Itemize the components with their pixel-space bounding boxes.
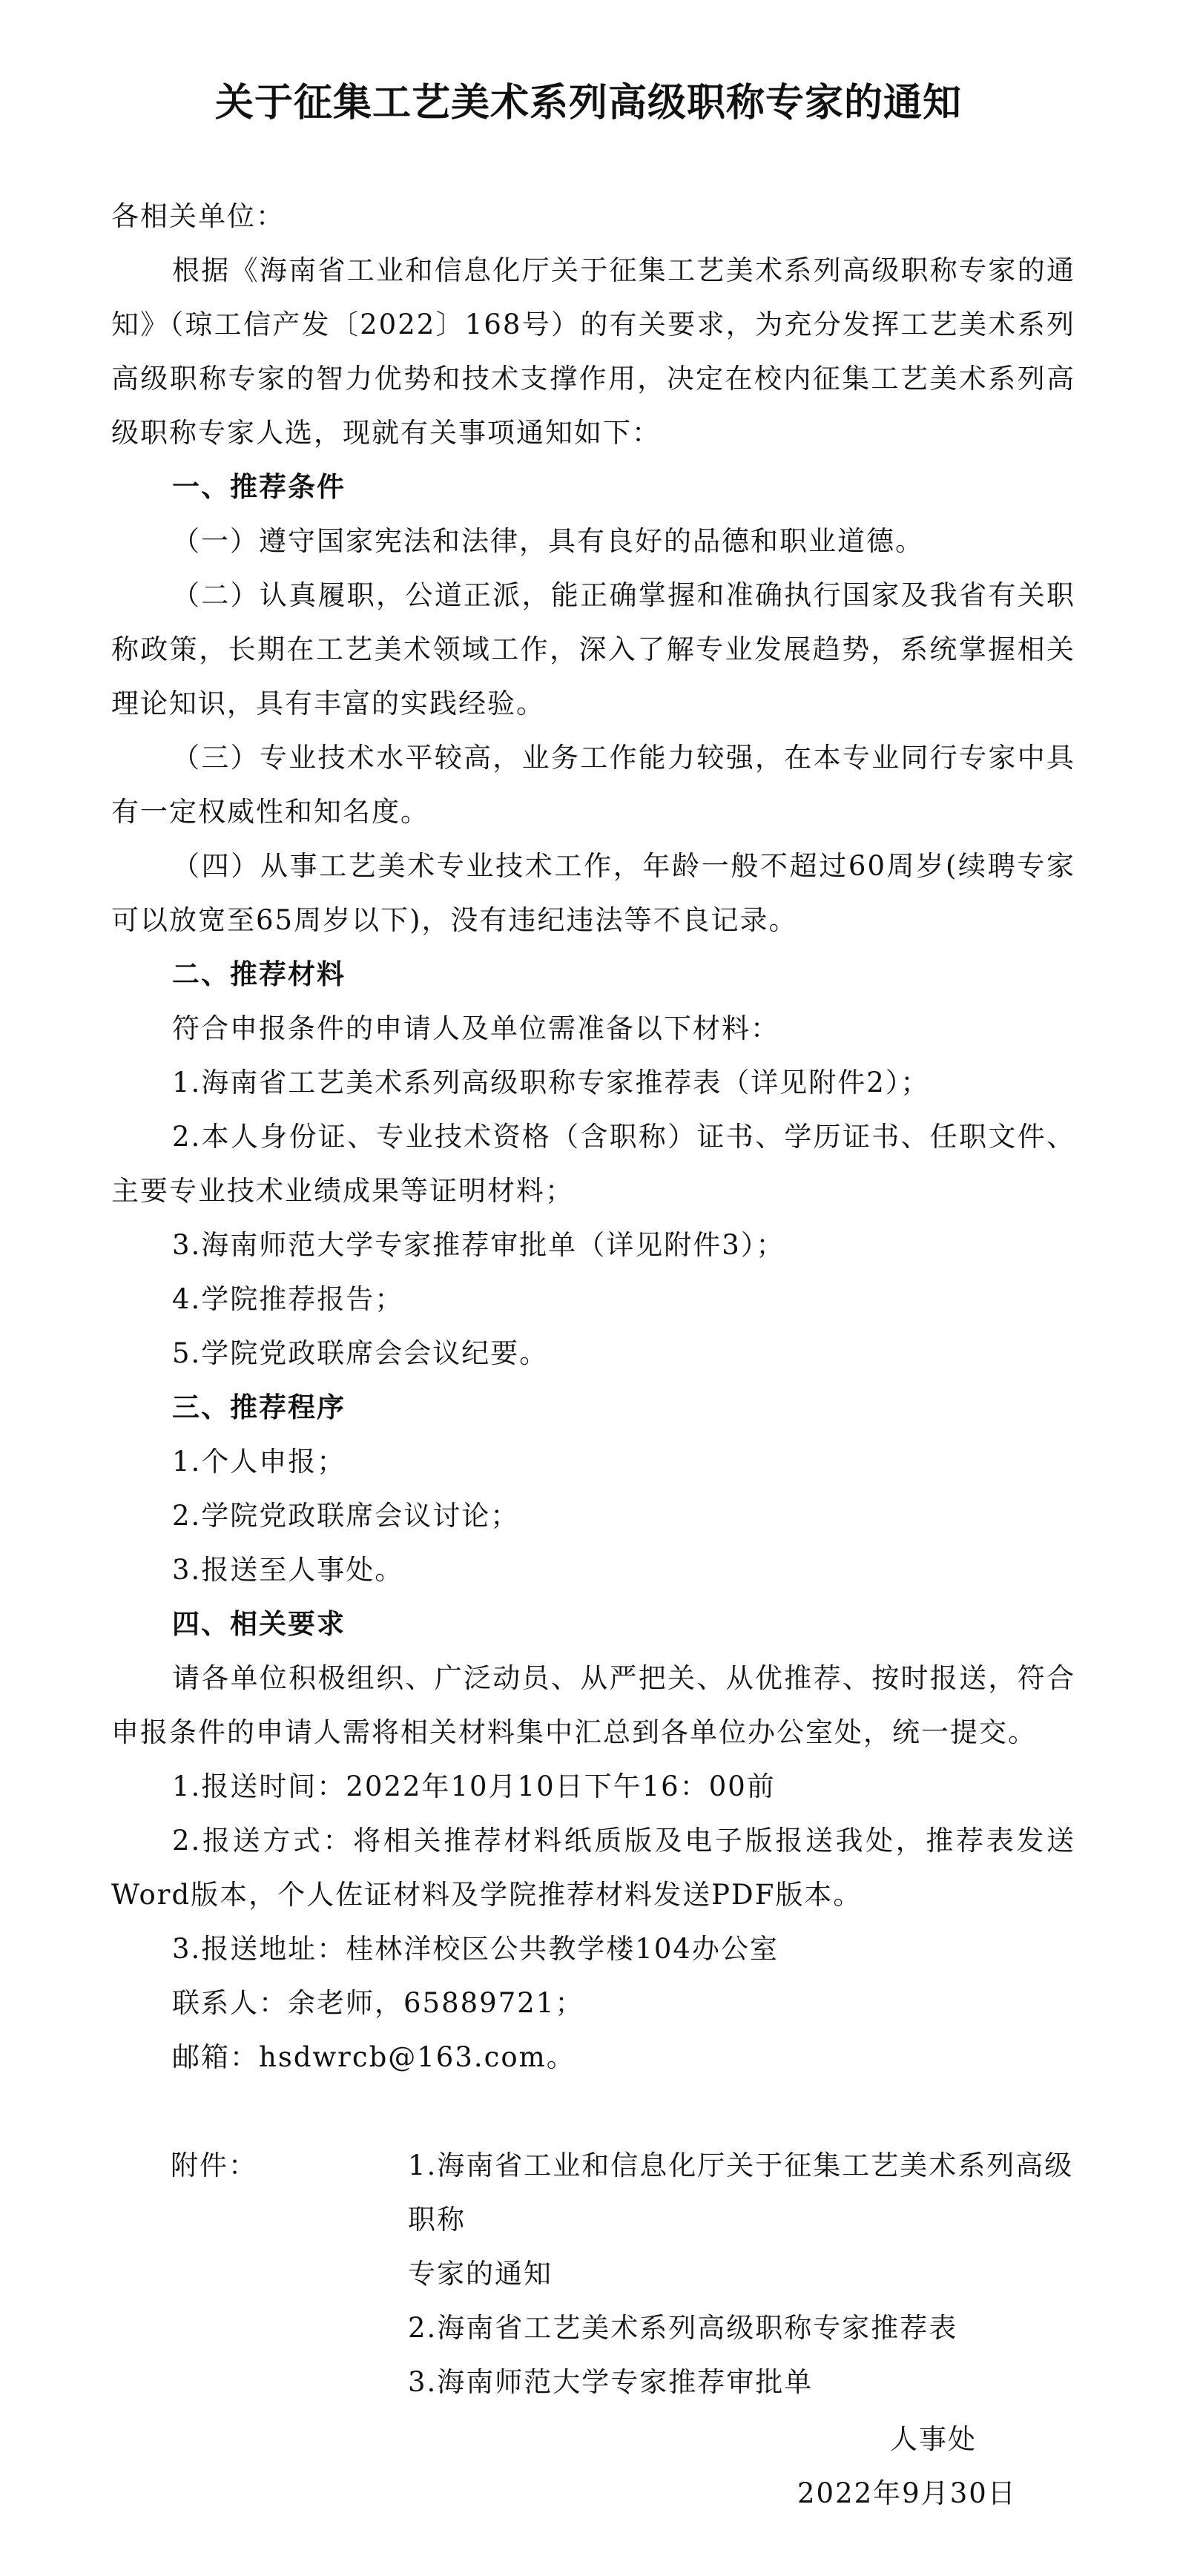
requirement-item: 1.报送时间：2022年10月10日下午16：00前: [172, 1770, 776, 1802]
signoff-block: [111, 2412, 1075, 2520]
material-item: 4.学院推荐报告；: [172, 1283, 404, 1315]
material-item: 3.海南师范大学专家推荐审批单（详见附件3）；: [172, 1229, 785, 1261]
condition-item: （一）遵守国家宪法和法律，具有良好的品德和职业道德。: [172, 525, 924, 557]
section-heading-requirements: 四、相关要求: [172, 1608, 346, 1640]
condition-item: （二）认真履职，公道正派，能正确掌握和准确执行国家及我省有关职称政策，长期在工艺美术领域工作，深入了解专业发展趋势，系统掌握相关理论知识，具有丰富的实践经验。: [111, 579, 1075, 719]
procedure-item: 2.学院党政联席会议讨论；: [172, 1500, 520, 1532]
materials-intro: 符合申报条件的申请人及单位需准备以下材料：: [172, 1012, 779, 1044]
document-title: 关于征集工艺美术系列高级职称专家的通知: [214, 81, 962, 125]
attachments-list: [111, 2138, 1075, 2409]
requirements-intro: 请各单位积极组织、广泛动员、从严把关、从优推荐、按时报送，符合申报条件的申请人需将相关材料集中汇总到各单位办公室处，统一提交。: [111, 1662, 1075, 1748]
salutation: 各相关单位：: [111, 200, 285, 232]
intro-paragraph: 根据《海南省工业和信息化厅关于征集工艺美术系列高级职称专家的通知》（琼工信产发〔2022〕168号）的有关要求，为充分发挥工艺美术系列高级职称专家的智力优势和技术支撑作用，决定在校内征集工艺美术系列高级职称专家人选，现就有关事项通知如下：: [111, 254, 1075, 449]
material-item: 2.本人身份证、专业技术资格（含职称）证书、学历证书、任职文件、主要专业技术业绩成果等证明材料；: [111, 1121, 1075, 1207]
section-heading-procedure: 三、推荐程序: [172, 1391, 346, 1423]
contact-person: 联系人：余老师，65889721；: [172, 1987, 584, 2019]
contact-email: 邮箱：hsdwrcb@163.com。: [172, 2041, 576, 2073]
section-heading-conditions: 一、推荐条件: [172, 471, 346, 503]
section-heading-materials: 二、推荐材料: [172, 958, 346, 990]
attachment-item: 3.海南师范大学专家推荐审批单: [408, 2366, 814, 2398]
attachment-item: 2.海南省工艺美术系列高级职称专家推荐表: [408, 2312, 958, 2344]
attachments-label: 附件：: [171, 2150, 257, 2181]
condition-item: （四）从事工艺美术专业技术工作，年龄一般不超过60周岁(续聘专家可以放宽至65周岁以下)，没有违纪违法等不良记录。: [111, 850, 1075, 936]
material-item: 5.学院党政联席会会议纪要。: [172, 1337, 549, 1369]
procedure-item: 3.报送至人事处。: [172, 1554, 404, 1586]
document-body: [111, 189, 1075, 2409]
attachment-title-continued: 专家的通知: [408, 2258, 553, 2290]
procedure-item: 1.个人申报；: [172, 1446, 346, 1478]
issuing-department: 人事处: [890, 2423, 977, 2455]
blank-line: [111, 2084, 1075, 2138]
requirement-item: 3.报送地址：桂林洋校区公共教学楼104办公室: [172, 1933, 779, 1965]
attachment-item: [111, 2138, 1075, 2247]
material-item: 1.海南省工艺美术系列高级职称专家推荐表（详见附件2）；: [172, 1067, 930, 1098]
condition-item: （三）专业技术水平较高，业务工作能力较强，在本专业同行专家中具有一定权威性和知名度。: [111, 742, 1075, 828]
attachment-title: 1.海南省工业和信息化厅关于征集工艺美术系列高级职称: [408, 2150, 1074, 2236]
requirement-item: 2.报送方式：将相关推荐材料纸质版及电子版报送我处，推荐表发送Word版本，个人佐证材料及学院推荐材料发送PDF版本。: [111, 1825, 1075, 1911]
issue-date: 2022年9月30日: [797, 2477, 1017, 2509]
